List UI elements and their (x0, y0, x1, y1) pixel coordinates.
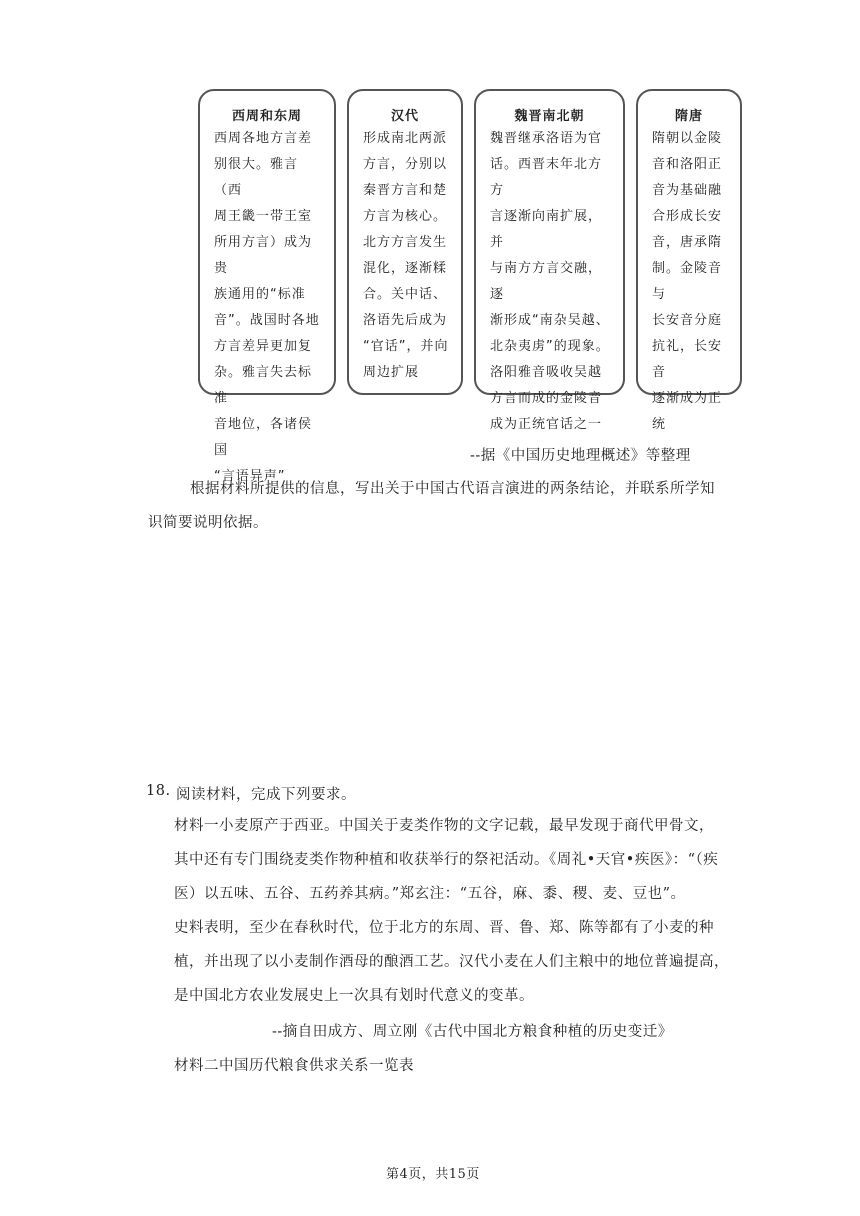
page-footer: 第4页，共15页 (386, 1167, 480, 1182)
panel-body: 形成南北两派 方言，分别以 秦晋方言和楚 方言为核心。 北方方言发生 混化，逐渐糅 合。关中话、 洛语先后成为 “官话”，并向 周边扩展 (363, 131, 449, 380)
dynasty-panel-handai (347, 89, 463, 395)
source-citation-1: --据《中国历史地理概述》等整理 (470, 448, 691, 464)
panel-title: 隋唐 (674, 109, 703, 124)
question-18-prompt: 阅读材料，完成下列要求。 (176, 787, 356, 803)
panel-body: 隋朝以金陵 音和洛阳正 音为基础融 合形成长安 音，唐承隋 制。金陵音与 长安音分庭 抗礼，长安音 逐渐成为正 统 (652, 131, 723, 432)
panel-title: 魏晋南北朝 (514, 109, 585, 124)
dynasty-panel-weijin-nanbeichao (474, 89, 625, 432)
panel-title: 汉代 (390, 109, 419, 124)
panel-title: 西周和东周 (231, 109, 302, 124)
question-18-number: 18. (146, 783, 171, 799)
panel-body: 魏晋继承洛语为官 话。西晋末年北方方 言逐渐向南扩展，并 与南方方言交融，逐 渐形成“南杂吴越、 北杂夷虏”的现象。 洛阳雅音吸收吴越 方言而成的金陵音 成为正统官话之一 (490, 131, 610, 432)
material-2-title: 材料二中国历代粮食供求关系一览表 (174, 1058, 414, 1074)
source-citation-2: --摘自田成方、周立刚《古代中国北方粮食种植的历史变迁》 (272, 1024, 673, 1040)
dynasty-panel-suitang (636, 89, 742, 432)
material-1-text: 材料一小麦原产于西亚。中国关于麦类作物的文字记载，最早发现于商代甲骨文， 其中还有专门围绕麦类作物种植和收获举行的祭祀活动。《周礼•天官•疾医》：“（疾 医）以五味、五谷、五药养其病。”郑玄注：“五谷，麻、黍、稷、麦、豆也”。 史料表明，至少在春秋时代，位于北方的东周、晋、鲁、郑、陈等都有了小麦的种 植，并出现了以小麦制作酒母的酿酒工艺。汉代小麦在人们主粮中的地位普遍提高， 是中国北方农业发展史上一次具有划时代意义的变革。 (174, 818, 729, 1004)
dynasty-panel-xizhou-dongzhou (198, 89, 336, 484)
panel-body: 西周各地方言差 别很大。雅言（西 周王畿一带王室 所用方言）成为贵 族通用的“标准 音”。战国时各地 方言差异更加复 杂。雅言失去标准 音地位，各诸侯国 “言语异声” (214, 131, 320, 484)
question-17-prompt: 根据材料所提供的信息，写出关于中国古代语言演进的两条结论，并联系所学知 识简要说明依据。 (148, 481, 715, 531)
